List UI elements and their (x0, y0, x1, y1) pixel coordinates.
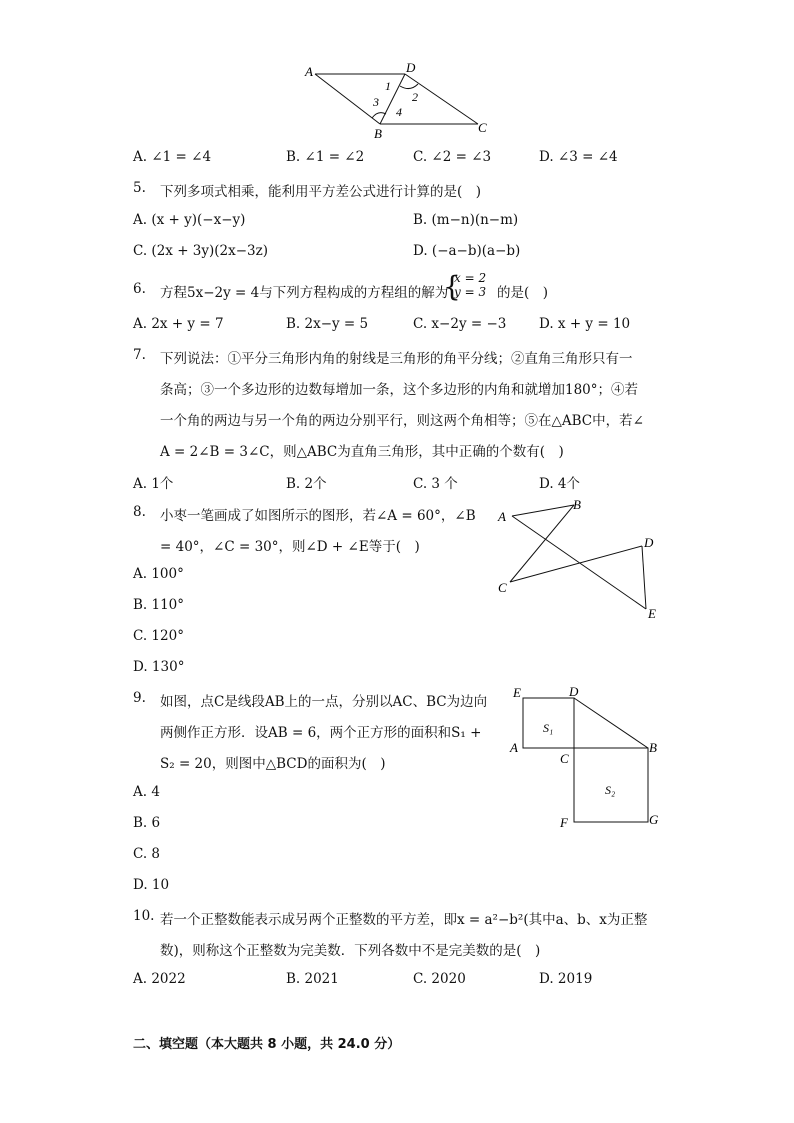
q9-line-db (574, 698, 648, 748)
q4-option-b: B. ∠1 = ∠2 (286, 149, 365, 165)
q4-label-1: 1 (385, 79, 391, 93)
q9-label-d: D (569, 684, 579, 699)
q10-option-b: B. 2021 (286, 971, 339, 987)
q9-line3: S₂ = 20，则图中△BCD的面积为( ) (160, 756, 386, 772)
q9-number: 9. (133, 690, 146, 706)
q10-option-c: C. 2020 (413, 971, 466, 987)
q5-number: 5. (133, 180, 146, 196)
q7-number: 7. (133, 347, 146, 363)
q4-label-4: 4 (396, 105, 402, 119)
q7-option-a: A. 1个 (133, 476, 174, 492)
q6-text-after: 的是( ) (497, 285, 549, 301)
q9-option-c: C. 8 (133, 846, 161, 862)
q4-label-a: A (305, 64, 313, 79)
q8-line-ea (512, 516, 646, 609)
q10-option-d: D. 2019 (539, 971, 593, 987)
q9-label-g: G (649, 812, 659, 827)
q8-number: 8. (133, 504, 146, 520)
q4-label-c: C (478, 120, 487, 135)
q8-line1: 小枣一笔画成了如图所示的图形，若∠A = 60°，∠B (160, 508, 476, 524)
q5-option-c: C. (2x + 3y)(2x−3z) (133, 243, 269, 259)
q5-text: 下列多项式相乘，能利用平方差公式进行计算的是( ) (160, 184, 482, 200)
q7-line4: A = 2∠B = 3∠C，则△ABC为直角三角形，其中正确的个数有( ) (160, 444, 564, 460)
q6-system-line2: y = 3 (454, 285, 487, 299)
q8-line-bc (510, 505, 574, 582)
q9-option-b: B. 6 (133, 815, 161, 831)
q4-option-c: C. ∠2 = ∠3 (413, 149, 492, 165)
q8-line-cd (510, 546, 642, 582)
q8-figure (490, 496, 670, 626)
q4-label-b: B (374, 126, 382, 140)
q8-label-a: A (498, 509, 506, 524)
q5-option-b: B. (m−n)(n−m) (413, 212, 519, 228)
q4-arc-d (400, 84, 418, 89)
q5-option-d: D. (−a−b)(a−b) (413, 243, 521, 259)
q8-line-ab (512, 505, 574, 516)
q6-option-a: A. 2x + y = 7 (133, 316, 224, 332)
q10-line1: 若一个正整数能表示成另两个正整数的平方差，即x = a²−b²(其中a、b、x为正整 (160, 912, 648, 928)
q10-number: 10. (133, 908, 155, 924)
q9-label-a: A (510, 740, 518, 755)
q8-option-c: C. 120° (133, 628, 184, 644)
q9-label-c: C (560, 751, 569, 766)
q8-line2: = 40°，∠C = 30°，则∠D + ∠E等于( ) (160, 539, 420, 555)
q9-line2: 两侧作正方形．设AB = 6，两个正方形的面积和S₁ + (160, 725, 482, 741)
q9-line1: 如图，点C是线段AB上的一点，分别以AC、BC为边向 (160, 694, 488, 710)
q8-option-a: A. 100° (133, 566, 184, 582)
q10-option-a: A. 2022 (133, 971, 186, 987)
q9-label-b: B (649, 740, 657, 755)
q6-system-brace: { (443, 270, 461, 303)
q4-label-2: 2 (412, 90, 418, 104)
q7-line1: 下列说法：①平分三角形内角的射线是三角形的角平分线；②直角三角形只有一 (160, 351, 633, 367)
q4-label-d: D (406, 60, 416, 75)
q8-line-de (642, 546, 646, 609)
q6-text-before: 方程5x−2y = 4与下列方程构成的方程组的解为 (160, 285, 449, 301)
q4-line-ab (315, 74, 380, 124)
section-title: 二、填空题（本大题共 8 小题，共 24.0 分） (133, 1037, 401, 1052)
q7-option-d: D. 4个 (539, 476, 581, 492)
q9-option-d: D. 10 (133, 877, 170, 893)
q6-system-line1: x = 2 (454, 271, 487, 285)
q8-option-d: D. 130° (133, 659, 185, 675)
q8-label-c: C (498, 580, 507, 595)
q4-label-3: 3 (373, 95, 379, 109)
q6-option-c: C. x−2y = −3 (413, 316, 507, 332)
q8-label-e: E (648, 606, 656, 621)
q4-figure (300, 58, 500, 140)
q8-label-d: D (644, 535, 654, 550)
q9-option-a: A. 4 (133, 784, 160, 800)
q7-line3: 一个角的两边与另一个角的两边分别平行，则这两个角相等；⑤在△ABC中，若∠ (160, 413, 644, 429)
q9-label-s1: S₁ (543, 721, 554, 735)
q9-label-s2: S₂ (605, 783, 616, 797)
q6-option-b: B. 2x−y = 5 (286, 316, 369, 332)
q6-option-d: D. x + y = 10 (539, 316, 631, 332)
q6-number: 6. (133, 281, 146, 297)
q9-figure (505, 682, 665, 832)
q8-label-b: B (573, 497, 581, 512)
q4-option-a: A. ∠1 = ∠4 (133, 149, 212, 165)
q8-option-b: B. 110° (133, 597, 185, 613)
q9-label-e: E (513, 685, 521, 700)
q7-line2: 条高；③一个多边形的边数每增加一条，这个多边形的内角和就增加180°；④若 (160, 382, 639, 398)
q7-option-b: B. 2个 (286, 476, 327, 492)
q4-option-d: D. ∠3 = ∠4 (539, 149, 618, 165)
q5-option-a: A. (x + y)(−x−y) (133, 212, 246, 228)
q10-line2: 数)，则称这个正整数为完美数．下列各数中不是完美数的是( ) (160, 943, 541, 959)
q9-label-f: F (560, 815, 568, 830)
q7-option-c: C. 3 个 (413, 476, 458, 492)
